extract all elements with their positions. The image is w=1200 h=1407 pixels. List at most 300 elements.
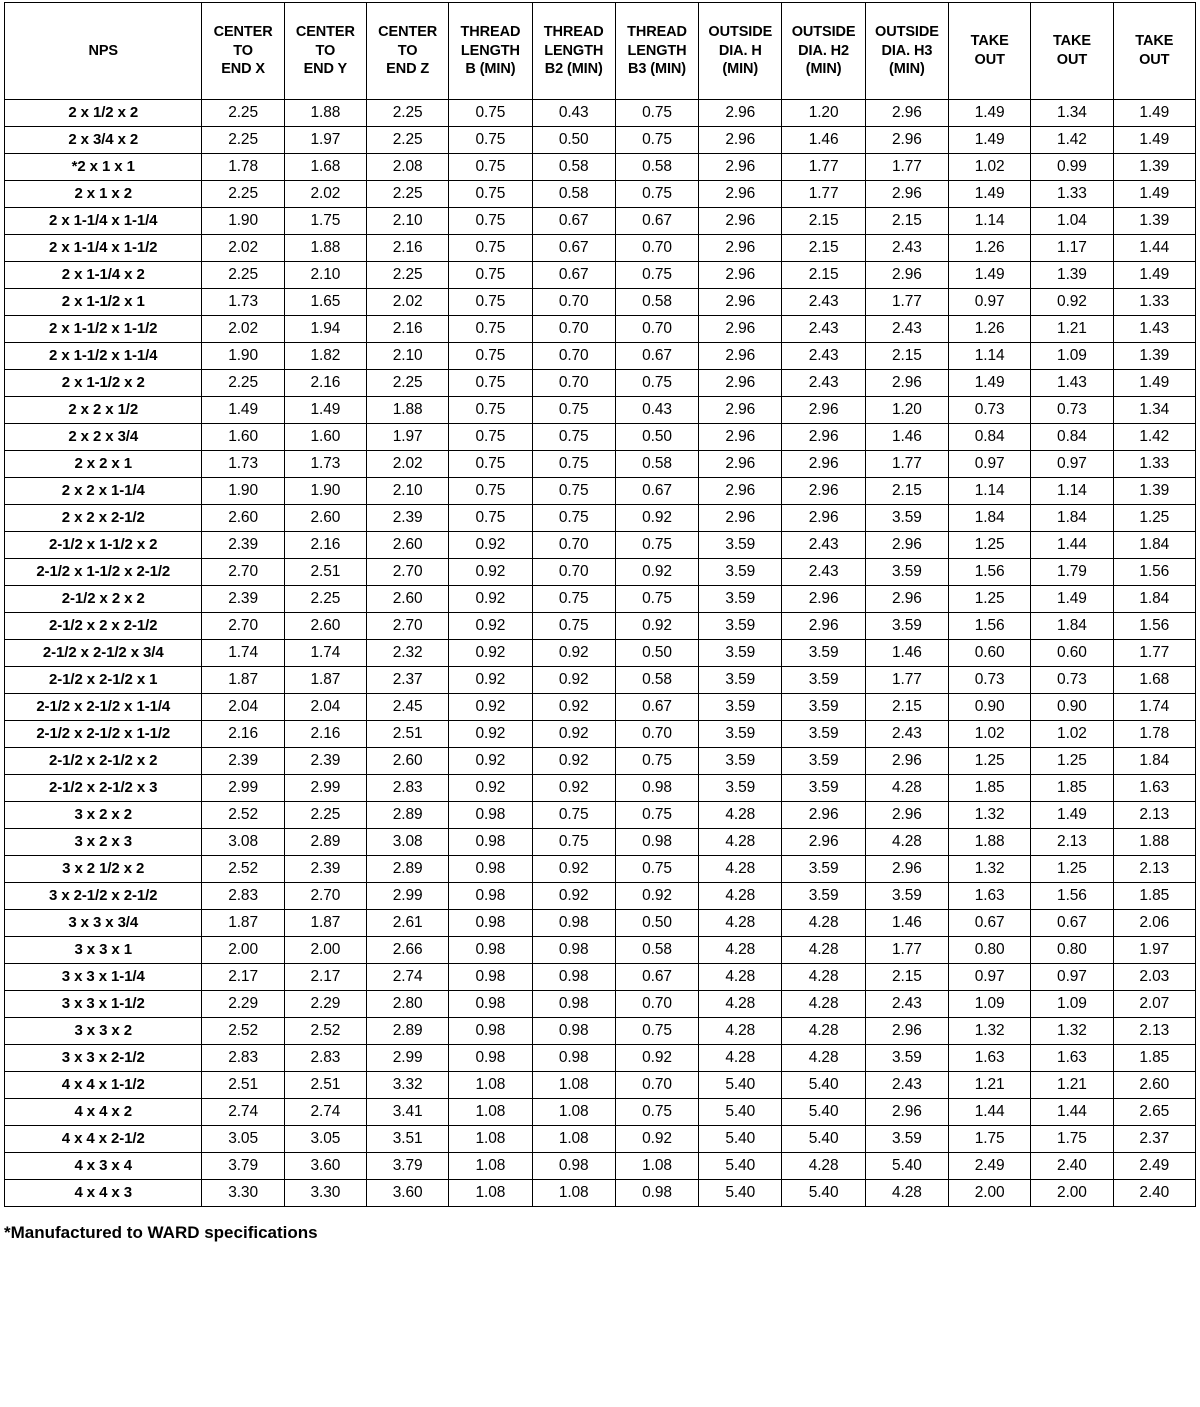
cell-t3: 1.88	[1113, 829, 1195, 856]
column-header-line: DIA. H2	[798, 42, 850, 59]
column-header-line: NPS	[88, 42, 118, 59]
cell-z: 2.70	[367, 613, 449, 640]
cell-h3: 1.46	[865, 910, 948, 937]
cell-x: 2.60	[202, 505, 284, 532]
cell-t1: 2.00	[949, 1180, 1031, 1207]
cell-z: 2.02	[367, 451, 449, 478]
cell-t2: 0.97	[1031, 451, 1113, 478]
cell-nps: 2 x 2 x 2-1/2	[5, 505, 202, 532]
cell-h3: 2.96	[865, 1099, 948, 1126]
cell-b2: 0.92	[532, 694, 615, 721]
cell-h: 3.59	[699, 694, 782, 721]
table-row	[5, 370, 1196, 397]
cell-nps: 3 x 2 x 2	[5, 802, 202, 829]
cell-b3: 0.67	[615, 343, 698, 370]
cell-t1: 1.49	[949, 262, 1031, 289]
cell-b: 0.98	[449, 856, 532, 883]
cell-t1: 2.49	[949, 1153, 1031, 1180]
cell-t1: 1.75	[949, 1126, 1031, 1153]
cell-z: 2.10	[367, 343, 449, 370]
cell-t2: 0.73	[1031, 397, 1113, 424]
cell-h2: 2.96	[782, 802, 865, 829]
cell-h: 4.28	[699, 910, 782, 937]
cell-y: 2.89	[284, 829, 366, 856]
column-header-line: THREAD	[460, 24, 521, 41]
cell-b2: 0.75	[532, 397, 615, 424]
cell-h2: 2.96	[782, 397, 865, 424]
cell-h2: 1.20	[782, 100, 865, 127]
cell-h2: 2.15	[782, 208, 865, 235]
table-row	[5, 964, 1196, 991]
cell-b2: 0.67	[532, 208, 615, 235]
cell-b3: 0.98	[615, 775, 698, 802]
cell-t3: 1.78	[1113, 721, 1195, 748]
cell-h: 2.96	[699, 343, 782, 370]
cell-t2: 2.00	[1031, 1180, 1113, 1207]
cell-x: 1.74	[202, 640, 284, 667]
cell-z: 3.41	[367, 1099, 449, 1126]
cell-t3: 1.25	[1113, 505, 1195, 532]
column-header-h2	[782, 3, 865, 100]
cell-h3: 2.96	[865, 100, 948, 127]
cell-nps: 3 x 3 x 2-1/2	[5, 1045, 202, 1072]
cell-y: 2.02	[284, 181, 366, 208]
cell-h3: 2.96	[865, 856, 948, 883]
cell-z: 2.25	[367, 100, 449, 127]
cell-b2: 0.58	[532, 181, 615, 208]
cell-b2: 1.08	[532, 1126, 615, 1153]
cell-t2: 1.85	[1031, 775, 1113, 802]
cell-h2: 2.96	[782, 505, 865, 532]
cell-b2: 0.70	[532, 289, 615, 316]
cell-t3: 1.39	[1113, 343, 1195, 370]
cell-h: 3.59	[699, 748, 782, 775]
cell-t2: 1.49	[1031, 586, 1113, 613]
cell-h: 2.96	[699, 316, 782, 343]
cell-t3: 1.84	[1113, 586, 1195, 613]
column-header-line: (MIN)	[722, 61, 759, 78]
cell-b: 0.92	[449, 694, 532, 721]
cell-nps: 2-1/2 x 2-1/2 x 2	[5, 748, 202, 775]
cell-t1: 1.32	[949, 856, 1031, 883]
cell-t2: 1.04	[1031, 208, 1113, 235]
cell-b: 0.75	[449, 505, 532, 532]
table-row	[5, 667, 1196, 694]
cell-h3: 2.43	[865, 1072, 948, 1099]
cell-t1: 1.63	[949, 1045, 1031, 1072]
cell-t1: 0.97	[949, 964, 1031, 991]
column-header-line: TO	[397, 42, 418, 59]
cell-x: 2.25	[202, 181, 284, 208]
cell-t3: 2.13	[1113, 1018, 1195, 1045]
cell-h: 2.96	[699, 235, 782, 262]
cell-t3: 1.49	[1113, 370, 1195, 397]
column-header-line: LENGTH	[544, 42, 604, 59]
cell-b2: 0.75	[532, 478, 615, 505]
column-header-z	[367, 3, 449, 100]
column-header-line: OUT	[1056, 52, 1088, 68]
cell-t1: 1.14	[949, 478, 1031, 505]
cell-nps: 3 x 2 x 3	[5, 829, 202, 856]
cell-h3: 2.96	[865, 370, 948, 397]
cell-t1: 1.49	[949, 370, 1031, 397]
cell-h3: 1.77	[865, 937, 948, 964]
cell-t1: 1.14	[949, 343, 1031, 370]
cell-t1: 1.85	[949, 775, 1031, 802]
cell-x: 2.00	[202, 937, 284, 964]
cell-z: 1.88	[367, 397, 449, 424]
cell-b3: 0.58	[615, 154, 698, 181]
cell-h: 2.96	[699, 127, 782, 154]
cell-t2: 1.09	[1031, 343, 1113, 370]
cell-z: 2.61	[367, 910, 449, 937]
cell-x: 1.78	[202, 154, 284, 181]
cell-nps: 2 x 1-1/2 x 1	[5, 289, 202, 316]
cell-t1: 1.49	[949, 100, 1031, 127]
cell-nps: 2-1/2 x 2 x 2	[5, 586, 202, 613]
cell-b3: 0.75	[615, 100, 698, 127]
cell-z: 2.70	[367, 559, 449, 586]
cell-y: 1.73	[284, 451, 366, 478]
cell-b2: 0.98	[532, 1045, 615, 1072]
cell-b2: 0.98	[532, 1153, 615, 1180]
cell-t3: 1.42	[1113, 424, 1195, 451]
cell-x: 2.70	[202, 613, 284, 640]
table-row	[5, 532, 1196, 559]
cell-t2: 1.17	[1031, 235, 1113, 262]
cell-b: 1.08	[449, 1072, 532, 1099]
column-header-b	[449, 3, 532, 100]
cell-h2: 3.59	[782, 775, 865, 802]
cell-x: 2.29	[202, 991, 284, 1018]
cell-t3: 1.84	[1113, 748, 1195, 775]
cell-h2: 3.59	[782, 856, 865, 883]
cell-t2: 1.33	[1031, 181, 1113, 208]
cell-h: 5.40	[699, 1153, 782, 1180]
cell-t2: 1.63	[1031, 1045, 1113, 1072]
cell-nps: *2 x 1 x 1	[5, 154, 202, 181]
cell-h: 2.96	[699, 181, 782, 208]
cell-b2: 0.92	[532, 667, 615, 694]
cell-b3: 0.70	[615, 235, 698, 262]
cell-t3: 2.65	[1113, 1099, 1195, 1126]
column-header-line: TO	[315, 42, 336, 59]
cell-b: 0.75	[449, 478, 532, 505]
cell-b: 0.75	[449, 208, 532, 235]
cell-h2: 4.28	[782, 937, 865, 964]
cell-h2: 2.43	[782, 532, 865, 559]
cell-t3: 2.13	[1113, 802, 1195, 829]
cell-t3: 1.49	[1113, 262, 1195, 289]
cell-t2: 0.84	[1031, 424, 1113, 451]
cell-y: 1.74	[284, 640, 366, 667]
cell-h: 3.59	[699, 559, 782, 586]
cell-x: 1.87	[202, 667, 284, 694]
cell-h3: 2.15	[865, 694, 948, 721]
cell-z: 2.99	[367, 883, 449, 910]
cell-h3: 2.43	[865, 721, 948, 748]
cell-h2: 2.96	[782, 478, 865, 505]
cell-b: 0.75	[449, 262, 532, 289]
cell-b3: 0.75	[615, 262, 698, 289]
cell-y: 1.68	[284, 154, 366, 181]
column-header-y	[284, 3, 366, 100]
cell-h: 5.40	[699, 1099, 782, 1126]
cell-b: 1.08	[449, 1153, 532, 1180]
cell-y: 2.60	[284, 505, 366, 532]
cell-h: 4.28	[699, 991, 782, 1018]
cell-t3: 1.49	[1113, 181, 1195, 208]
cell-x: 1.60	[202, 424, 284, 451]
cell-h3: 1.20	[865, 397, 948, 424]
cell-nps: 2-1/2 x 1-1/2 x 2-1/2	[5, 559, 202, 586]
cell-b3: 0.70	[615, 316, 698, 343]
cell-t2: 1.02	[1031, 721, 1113, 748]
cell-y: 2.25	[284, 802, 366, 829]
cell-y: 2.25	[284, 586, 366, 613]
cell-h3: 4.28	[865, 775, 948, 802]
cell-z: 3.51	[367, 1126, 449, 1153]
cell-b: 0.75	[449, 235, 532, 262]
cell-b3: 0.67	[615, 694, 698, 721]
cell-t2: 1.39	[1031, 262, 1113, 289]
table-row	[5, 316, 1196, 343]
cell-z: 2.89	[367, 856, 449, 883]
cell-h3: 2.15	[865, 343, 948, 370]
cell-h3: 1.77	[865, 154, 948, 181]
cell-x: 2.51	[202, 1072, 284, 1099]
cell-h3: 3.59	[865, 559, 948, 586]
cell-b: 1.08	[449, 1099, 532, 1126]
cell-t3: 1.33	[1113, 289, 1195, 316]
cell-b2: 0.98	[532, 937, 615, 964]
table-row	[5, 856, 1196, 883]
cell-t3: 2.60	[1113, 1072, 1195, 1099]
cell-h: 4.28	[699, 937, 782, 964]
cell-t1: 1.49	[949, 181, 1031, 208]
cell-y: 1.87	[284, 667, 366, 694]
column-header-x	[202, 3, 284, 100]
cell-h3: 3.59	[865, 1045, 948, 1072]
table-row	[5, 613, 1196, 640]
cell-nps: 3 x 2-1/2 x 2-1/2	[5, 883, 202, 910]
cell-h3: 2.43	[865, 316, 948, 343]
cell-h2: 4.28	[782, 964, 865, 991]
cell-h3: 2.15	[865, 478, 948, 505]
table-row	[5, 1099, 1196, 1126]
cell-y: 3.30	[284, 1180, 366, 1207]
cell-b3: 0.70	[615, 1072, 698, 1099]
cell-b: 0.98	[449, 937, 532, 964]
cell-b: 0.98	[449, 991, 532, 1018]
table-row	[5, 397, 1196, 424]
cell-y: 1.88	[284, 235, 366, 262]
table-row	[5, 235, 1196, 262]
cell-nps: 2-1/2 x 1-1/2 x 2	[5, 532, 202, 559]
cell-nps: 3 x 2 1/2 x 2	[5, 856, 202, 883]
cell-b2: 0.75	[532, 829, 615, 856]
cell-x: 3.30	[202, 1180, 284, 1207]
table-header	[5, 3, 1196, 100]
cell-z: 2.74	[367, 964, 449, 991]
cell-h: 3.59	[699, 586, 782, 613]
column-header-line: CENTER	[213, 24, 273, 41]
column-header-line: LENGTH	[627, 42, 687, 59]
column-header-line: (MIN)	[805, 61, 842, 78]
cell-z: 2.51	[367, 721, 449, 748]
cell-x: 2.83	[202, 1045, 284, 1072]
cell-h: 2.96	[699, 451, 782, 478]
cell-h3: 2.96	[865, 532, 948, 559]
column-header-b3	[615, 3, 698, 100]
cell-nps: 2-1/2 x 2-1/2 x 3/4	[5, 640, 202, 667]
table-row	[5, 802, 1196, 829]
cell-b2: 0.92	[532, 640, 615, 667]
cell-y: 2.29	[284, 991, 366, 1018]
cell-nps: 2 x 1 x 2	[5, 181, 202, 208]
cell-b2: 0.43	[532, 100, 615, 127]
cell-t2: 1.25	[1031, 856, 1113, 883]
cell-h: 3.59	[699, 721, 782, 748]
cell-b2: 0.92	[532, 856, 615, 883]
cell-nps: 2 x 1-1/4 x 2	[5, 262, 202, 289]
cell-b2: 0.67	[532, 235, 615, 262]
cell-t2: 1.56	[1031, 883, 1113, 910]
cell-t2: 1.75	[1031, 1126, 1113, 1153]
cell-x: 2.02	[202, 235, 284, 262]
table-row	[5, 1045, 1196, 1072]
cell-t2: 1.14	[1031, 478, 1113, 505]
cell-b3: 0.75	[615, 1018, 698, 1045]
cell-nps: 2-1/2 x 2-1/2 x 3	[5, 775, 202, 802]
cell-x: 2.39	[202, 532, 284, 559]
cell-z: 2.10	[367, 478, 449, 505]
cell-y: 2.17	[284, 964, 366, 991]
table-row	[5, 478, 1196, 505]
column-header-line: CENTER	[295, 24, 355, 41]
cell-b: 0.75	[449, 289, 532, 316]
cell-h3: 2.96	[865, 1018, 948, 1045]
cell-h: 3.59	[699, 532, 782, 559]
cell-t3: 1.56	[1113, 559, 1195, 586]
cell-x: 1.73	[202, 451, 284, 478]
cell-z: 2.32	[367, 640, 449, 667]
cell-b3: 0.75	[615, 127, 698, 154]
cell-z: 2.25	[367, 127, 449, 154]
column-header-line: THREAD	[543, 24, 604, 41]
cell-b: 0.75	[449, 397, 532, 424]
table-row	[5, 694, 1196, 721]
cell-b3: 0.75	[615, 748, 698, 775]
cell-t2: 1.42	[1031, 127, 1113, 154]
cell-h2: 2.96	[782, 424, 865, 451]
cell-x: 1.90	[202, 343, 284, 370]
cell-h2: 5.40	[782, 1072, 865, 1099]
cell-nps: 2 x 1-1/2 x 2	[5, 370, 202, 397]
cell-y: 2.74	[284, 1099, 366, 1126]
cell-t3: 1.85	[1113, 883, 1195, 910]
cell-x: 2.39	[202, 748, 284, 775]
cell-z: 2.60	[367, 748, 449, 775]
column-header-line: TAKE	[1135, 33, 1174, 50]
cell-b2: 0.75	[532, 613, 615, 640]
cell-t1: 1.84	[949, 505, 1031, 532]
column-header-nps	[5, 3, 202, 100]
cell-z: 2.80	[367, 991, 449, 1018]
cell-b3: 0.92	[615, 1126, 698, 1153]
cell-b2: 0.92	[532, 748, 615, 775]
table-row	[5, 154, 1196, 181]
cell-x: 3.05	[202, 1126, 284, 1153]
cell-y: 2.51	[284, 559, 366, 586]
cell-h3: 2.96	[865, 181, 948, 208]
cell-y: 1.97	[284, 127, 366, 154]
cell-t2: 1.49	[1031, 802, 1113, 829]
cell-t1: 1.56	[949, 613, 1031, 640]
cell-z: 2.60	[367, 586, 449, 613]
spec-sheet	[0, 2, 1200, 1243]
cell-y: 3.60	[284, 1153, 366, 1180]
cell-h2: 1.77	[782, 154, 865, 181]
cell-x: 2.70	[202, 559, 284, 586]
cell-h2: 2.15	[782, 235, 865, 262]
cell-h: 3.59	[699, 640, 782, 667]
cell-t3: 1.97	[1113, 937, 1195, 964]
cell-z: 2.25	[367, 181, 449, 208]
cell-h: 4.28	[699, 856, 782, 883]
cell-t1: 0.67	[949, 910, 1031, 937]
cell-h3: 2.96	[865, 262, 948, 289]
column-header-line: B3 (MIN)	[628, 61, 687, 78]
cell-b3: 0.75	[615, 370, 698, 397]
cell-h: 4.28	[699, 1045, 782, 1072]
cell-y: 1.82	[284, 343, 366, 370]
cell-nps: 4 x 4 x 1-1/2	[5, 1072, 202, 1099]
cell-h2: 2.15	[782, 262, 865, 289]
column-header-line: OUT	[974, 52, 1005, 68]
cell-h2: 2.96	[782, 451, 865, 478]
cell-h: 2.96	[699, 100, 782, 127]
cell-x: 1.73	[202, 289, 284, 316]
cell-nps: 4 x 4 x 3	[5, 1180, 202, 1207]
cell-h: 4.28	[699, 1018, 782, 1045]
column-header-line: DIA. H	[718, 42, 762, 59]
cell-h2: 2.96	[782, 586, 865, 613]
cell-x: 2.52	[202, 856, 284, 883]
cell-t2: 1.21	[1031, 1072, 1113, 1099]
cell-h: 2.96	[699, 289, 782, 316]
cell-y: 2.39	[284, 856, 366, 883]
cell-t1: 1.09	[949, 991, 1031, 1018]
column-header-line: LENGTH	[460, 42, 520, 59]
cell-b2: 0.50	[532, 127, 615, 154]
cell-t2: 1.43	[1031, 370, 1113, 397]
column-header-b2	[532, 3, 615, 100]
cell-nps: 4 x 4 x 2-1/2	[5, 1126, 202, 1153]
cell-t3: 1.44	[1113, 235, 1195, 262]
cell-nps: 3 x 3 x 3/4	[5, 910, 202, 937]
cell-z: 3.32	[367, 1072, 449, 1099]
cell-t3: 2.06	[1113, 910, 1195, 937]
cell-b: 0.75	[449, 316, 532, 343]
cell-x: 2.25	[202, 127, 284, 154]
cell-h2: 1.77	[782, 181, 865, 208]
cell-h2: 1.46	[782, 127, 865, 154]
cell-b: 0.98	[449, 1018, 532, 1045]
cell-x: 1.90	[202, 478, 284, 505]
cell-z: 2.45	[367, 694, 449, 721]
table-row	[5, 910, 1196, 937]
